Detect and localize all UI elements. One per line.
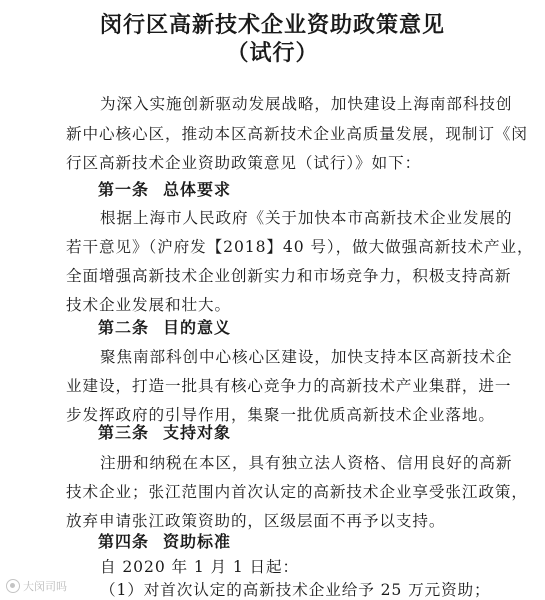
article-line: 聚焦南部科创中心核心区建设，加快支持本区高新技术企 (100, 348, 513, 366)
article-line: 注册和纳税在本区，具有独立法人资格、信用良好的高新 (100, 454, 513, 472)
weibo-logo-icon (6, 579, 20, 593)
watermark-text: 大闵司吗 (23, 580, 67, 593)
article-number: 第二条 (98, 318, 150, 337)
article-number: 第一条 (98, 180, 150, 199)
article-line: 根据上海市人民政府《关于加快本市高新技术企业发展的 (100, 209, 513, 227)
article-name: 资助标准 (163, 532, 232, 551)
intro-line: 新中心核心区，推动本区高新技术企业高质量发展，现制订《闵 (66, 125, 528, 143)
article-line: 业建设，打造一批具有核心竞争力的高新技术产业集群，进一 (66, 377, 512, 395)
watermark (6, 578, 67, 594)
article-line: 全面增强高新技术企业创新实力和市场竞争力，积极支持高新 (66, 267, 512, 285)
article-line: 自 2020 年 1 月 1 日起： (100, 558, 300, 576)
intro-line: 行区高新技术企业资助政策意见（试行）》如下： (66, 154, 422, 172)
intro-line: 为深入实施创新驱动发展战略，加快建设上海南部科技创 (100, 95, 513, 113)
article-line: 技术企业；张江范围内首次认定的高新技术企业享受张江政策， (66, 483, 528, 501)
article-line: （1）对首次认定的高新技术企业给予 25 万元资助； (100, 581, 491, 599)
article-1-heading (98, 180, 231, 200)
document-title: 闵行区高新技术企业资助政策意见 (99, 12, 445, 38)
article-number: 第四条 (98, 532, 150, 551)
document-subtitle: （试行） (226, 40, 319, 66)
article-4-heading (98, 532, 231, 552)
article-3-heading (98, 423, 231, 443)
article-line: 技术企业发展和壮大。 (66, 296, 231, 314)
article-number: 第三条 (98, 423, 150, 442)
article-name: 支持对象 (163, 423, 232, 442)
article-line: 若干意见》（沪府发【2018】40 号），做大做强高新技术产业， (66, 238, 534, 256)
article-2-heading (98, 318, 231, 338)
article-line: 步发挥政府的引导作用，集聚一批优质高新技术企业落地。 (66, 406, 495, 424)
article-name: 总体要求 (163, 180, 232, 199)
article-name: 目的意义 (163, 318, 232, 337)
article-line: 放弃申请张江政策资助的，区级层面不再予以支持。 (66, 512, 446, 530)
